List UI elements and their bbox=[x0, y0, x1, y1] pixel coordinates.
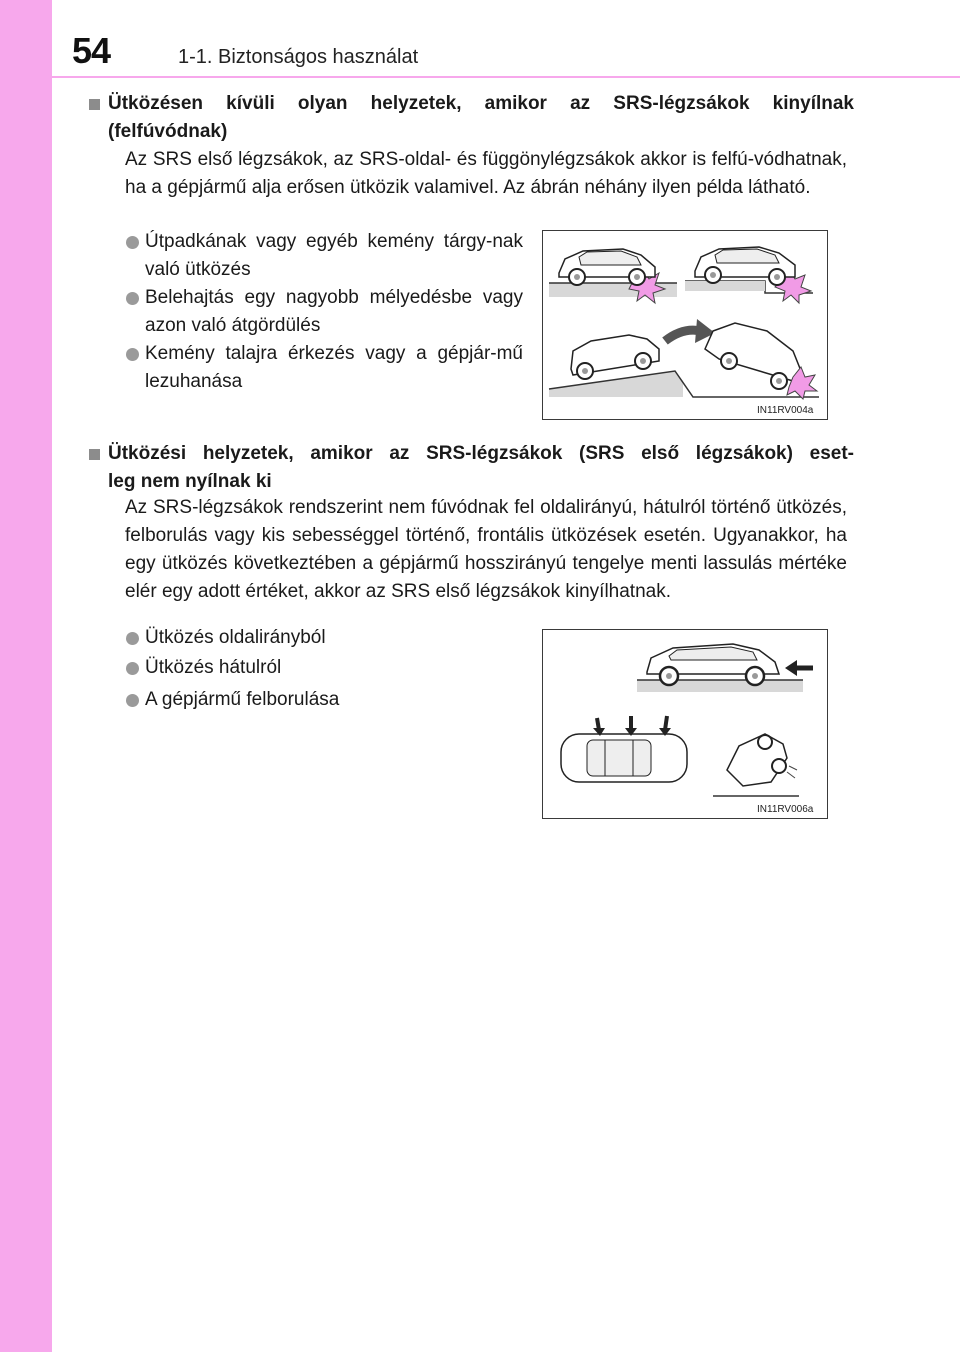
bullet-text: Ütközés hátulról bbox=[145, 657, 282, 678]
section-2-bullet-2 bbox=[145, 654, 523, 682]
bullet-text: Útpadkának vagy egyéb kemény tárgy-nak való ütközés bbox=[145, 231, 523, 280]
rear-impact-scene bbox=[637, 644, 813, 692]
section-1-bullet-3 bbox=[145, 340, 523, 396]
curb-impact-scene bbox=[549, 249, 677, 303]
circle-bullet-icon bbox=[126, 348, 139, 361]
section-2-bullet-3 bbox=[145, 686, 523, 714]
bullet-text: Kemény talajra érkezés vagy a gépjár-mű lezuhanása bbox=[145, 343, 523, 392]
arrow-left-icon bbox=[785, 660, 797, 676]
heading-2-line-1: Ütközési helyzetek, amikor az SRS-légzsákok (SRS első légzsákok) eset- bbox=[108, 443, 854, 464]
bullet-text: A gépjármű felborulása bbox=[145, 689, 340, 710]
square-bullet-icon bbox=[89, 449, 100, 460]
pothole-scene bbox=[685, 247, 813, 303]
side-impact-scene bbox=[561, 716, 687, 782]
side-color-band bbox=[0, 0, 52, 1352]
figure-undercarriage-impacts bbox=[542, 230, 828, 420]
landing-scene bbox=[549, 319, 819, 399]
header-rule bbox=[52, 76, 960, 78]
figure-non-deployment-impacts bbox=[542, 629, 828, 819]
section-1-paragraph: Az SRS első légzsákok, az SRS-oldal- és függönylégzsákok akkor is felfú-vódhatnak, ha a gépjármű alja erősen ütközik valamivel. Az ábrán néhány ilyen példa látható. bbox=[125, 149, 847, 198]
heading-1-line-1: Ütközésen kívüli olyan helyzetek, amikor az SRS-légzsákok kinyílnak bbox=[108, 93, 854, 114]
section-2-bullet-1 bbox=[145, 624, 523, 652]
figure-code: IN11RV004a bbox=[757, 405, 814, 416]
section-1-bullet-1 bbox=[145, 228, 523, 284]
page-number: 54 bbox=[72, 30, 111, 71]
circle-bullet-icon bbox=[126, 694, 139, 707]
heading-2-line-2: leg nem nyílnak ki bbox=[108, 471, 272, 492]
circle-bullet-icon bbox=[126, 292, 139, 305]
section-1-bullet-2 bbox=[145, 284, 523, 340]
square-bullet-icon bbox=[89, 99, 100, 110]
heading-1-line-2: (felfúvódnak) bbox=[108, 121, 228, 142]
chapter-title: 1-1. Biztonságos használat bbox=[178, 46, 419, 68]
bullet-text: Belehajtás egy nagyobb mélyedésbe vagy azon való átgördülés bbox=[145, 287, 523, 336]
section-heading-1 bbox=[108, 90, 854, 146]
section-2-paragraph: Az SRS-légzsákok rendszerint nem fúvódnak fel oldalirányú, hátulról történő ütközés, felborulás vagy kis sebességgel történő, frontális ütközések esetén. Ugyanakkor, ha egy ütközés következtében a gépjármű hosszirányú tengelye menti lassulás mértéke elér egy adott értéket, akkor az SRS első légzsákok kinyílhatnak. bbox=[125, 497, 847, 602]
undercarriage-impacts-illustration bbox=[543, 231, 826, 418]
non-deployment-illustration bbox=[543, 630, 826, 817]
circle-bullet-icon bbox=[126, 632, 139, 645]
rollover-scene bbox=[713, 734, 799, 796]
figure-code: IN11RV006a bbox=[757, 804, 814, 815]
circle-bullet-icon bbox=[126, 236, 139, 249]
section-heading-2 bbox=[108, 440, 854, 496]
circle-bullet-icon bbox=[126, 662, 139, 675]
bullet-text: Ütközés oldalirányból bbox=[145, 627, 326, 648]
